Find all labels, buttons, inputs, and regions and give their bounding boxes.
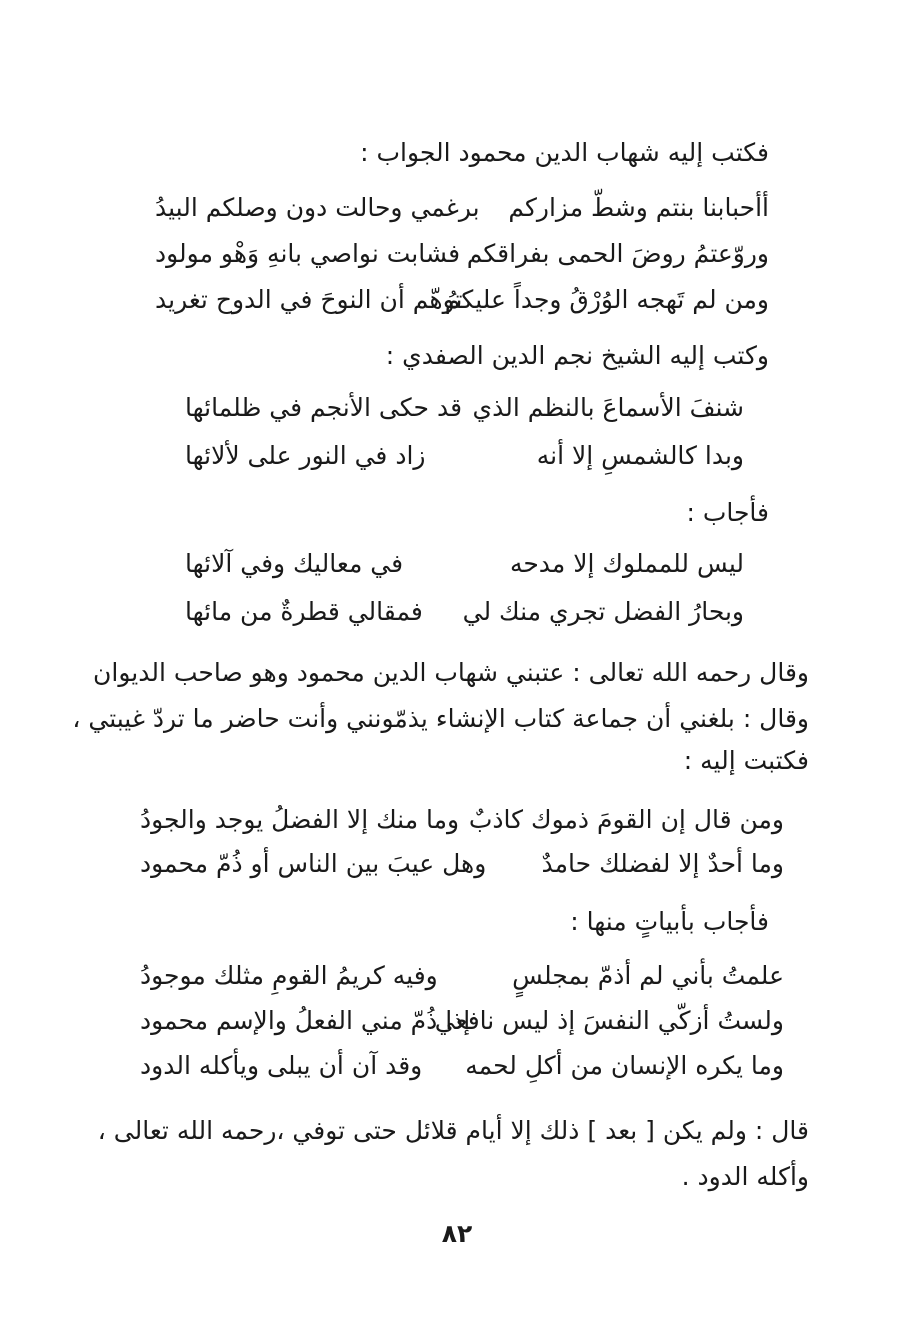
page-number: ٨٢ [441,1219,473,1248]
verse-line [0,589,914,635]
verse-line [0,385,914,431]
prose-line: قال : ولم يكن [ بعد ] ذلك إلا أيام قلائل حتى توفي ،رحمه الله تعالى ، [97,1116,809,1145]
second-hemistich: فمقالي قطرةٌ من مائها [185,597,423,626]
intro-line: فكتب إليه شهاب الدين محمود الجواب : [360,138,769,167]
verse-line [0,185,914,231]
intro-line: فأجاب بأبياتٍ منها : [570,907,769,936]
intro-line: وكتب إليه الشيخ نجم الدين الصفدي : [385,341,769,370]
second-hemistich: برغمي وحالت دون وصلكم البيدُ [155,193,480,222]
verse-line [0,231,914,277]
verse-line [0,953,914,999]
first-hemistich: أأحبابنا بنتم وشطّ مزاركم [508,193,769,222]
first-hemistich: ليس للمملوك إلا مدحه [509,549,744,578]
first-hemistich: شنفَ الأسماعَ بالنظم الذي [472,393,744,422]
second-hemistich: فشابت نواصي بانهِ وَهْو مولود [155,239,461,268]
first-hemistich: وما يكره الإنسان من أكلِ لحمه [465,1051,784,1080]
prose-line: وقال : بلغني أن جماعة كتاب الإنشاء يذمّونني وأنت حاضر ما تردّ غيبتي ، [72,704,809,733]
intro-line: فأجاب : [686,498,769,527]
second-hemistich: في معاليك وفي آلائها [185,549,404,578]
prose-line: فكتبت إليه : [683,746,809,775]
prose-line: وقال رحمه الله تعالى : عتبني شهاب الدين محمود وهو صاحب الديوان [93,658,809,687]
second-hemistich: وقد آن أن يبلى ويأكله الدود [140,1051,423,1080]
second-hemistich: وهل عيبَ بين الناس أو ذُمّ محمود [140,849,487,878]
second-hemistich: وفيه كريمُ القومِ مثلك موجودُ [140,961,438,990]
verse-line [0,541,914,587]
verse-line [0,797,914,843]
second-hemistich: وما منك إلا الفضلُ يوجد والجودُ [140,805,460,834]
second-hemistich: توهّم أن النوحَ في الدوح تغريد [155,285,463,314]
verse-line [0,1043,914,1089]
first-hemistich: وما أحدٌ إلا لفضلك حامدٌ [541,849,784,878]
verse-line [0,841,914,887]
first-hemistich: وبحارُ الفضل تجري منك لي [462,597,744,626]
prose-line: وأكله الدود . [681,1162,809,1191]
first-hemistich: ومن لم تَهجه الوُرْقُ وجداً عليكمُ [444,285,769,314]
second-hemistich: زاد في النور على لألائها [185,441,426,470]
verse-line [0,277,914,323]
second-hemistich: قد حكى الأنجم في ظلمائها [185,393,463,422]
second-hemistich: إذا ذُمّ مني الفعلُ والإسم محمود [140,1006,471,1035]
first-hemistich: ومن قال إن القومَ ذموك كاذبٌ [468,805,784,834]
first-hemistich: علمتُ بأني لم أذمّ بمجلسٍ [512,961,784,990]
first-hemistich: وبدا كالشمسِ إلا أنه [536,441,744,470]
verse-line [0,998,914,1044]
first-hemistich: وروّعتمُ روضَ الحمى بفراقكم [466,239,769,268]
verse-line [0,433,914,479]
first-hemistich: ولستُ أزكّي النفسَ إذ ليس نافعي [434,1006,784,1035]
